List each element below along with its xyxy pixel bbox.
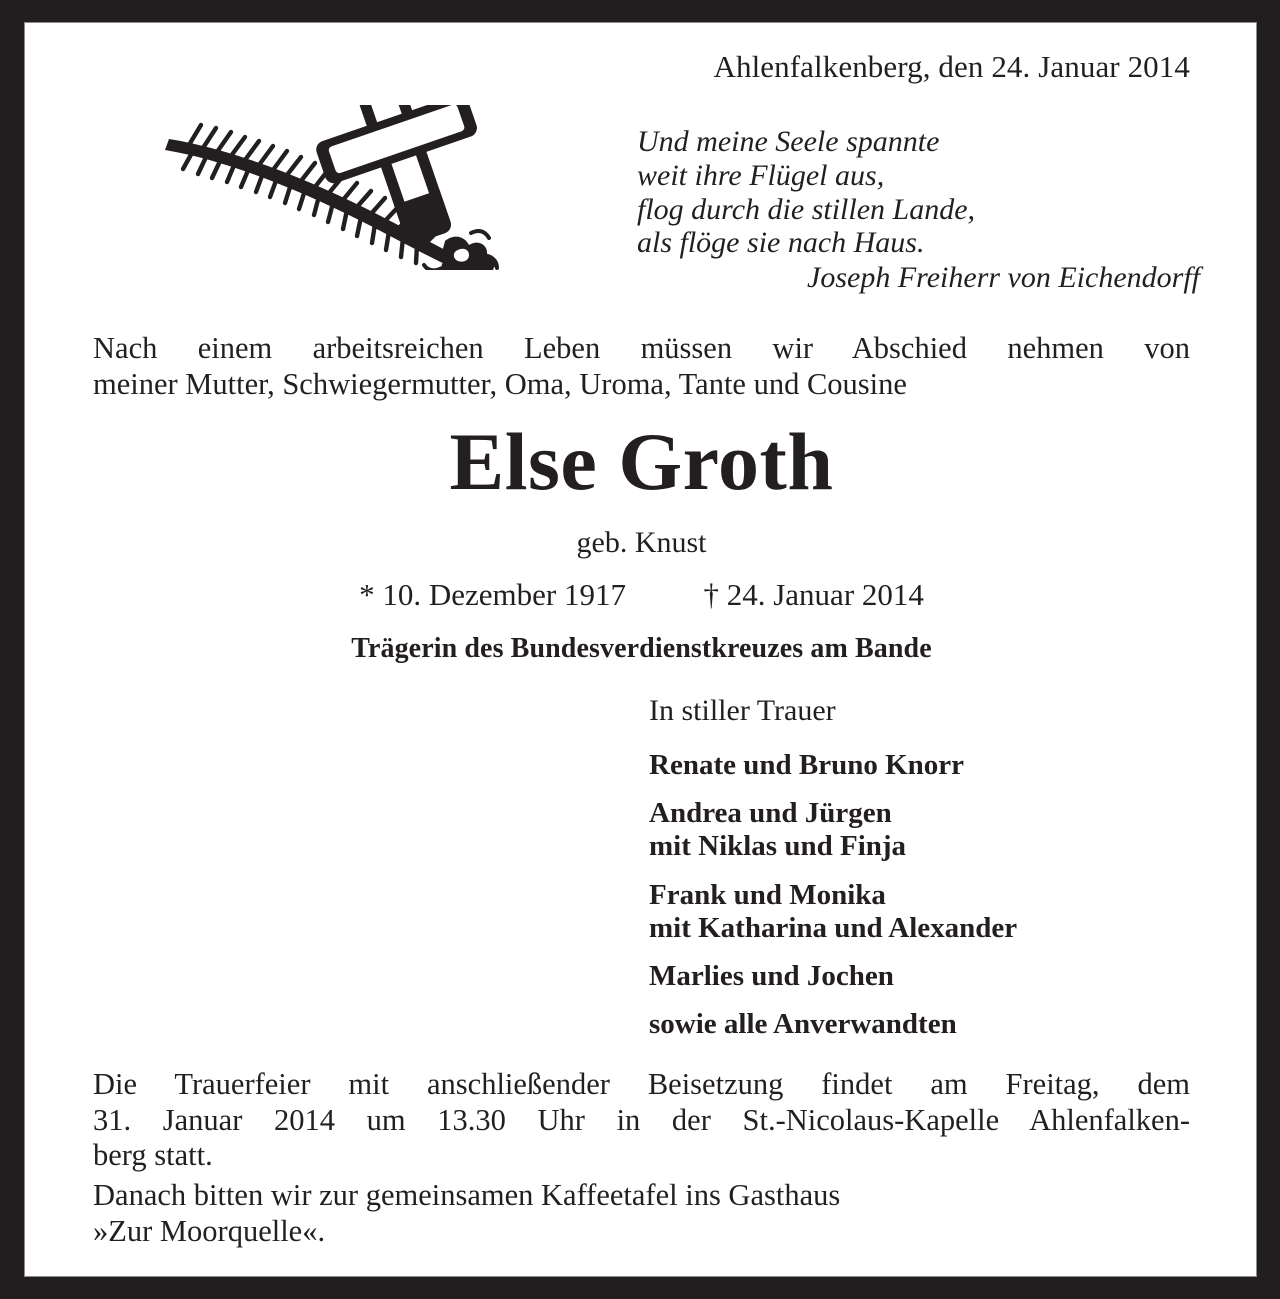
birth-symbol: * <box>359 577 375 612</box>
memorial-verse <box>637 125 1200 295</box>
mourner-children: mit Katharina und Alexander <box>649 911 1018 944</box>
reception-line: »Zur Moorquelle«. <box>93 1213 326 1248</box>
mourner-name: Marlies und Jochen <box>649 960 894 993</box>
mourner-name: Frank und Monika <box>649 878 886 911</box>
cross-with-palm-frond-icon <box>153 105 508 270</box>
mourner-entry <box>649 879 1017 945</box>
dateline: Ahlenfalkenberg, den 24. Januar 2014 <box>713 49 1190 84</box>
mourners-block <box>649 696 1017 1041</box>
verse-attribution: Joseph Freiherr von Eichendorff <box>807 261 1200 294</box>
service-line: berg statt. <box>93 1138 213 1173</box>
intro-line: meiner Mutter, Schwiegermutter, Oma, Uroma, Tante und Cousine <box>93 366 907 401</box>
mourner-name: Andrea und Jürgen <box>649 797 892 830</box>
death-symbol: † <box>703 577 719 612</box>
mourner-children: mit Niklas und Finja <box>649 830 907 863</box>
mourner-entry <box>649 960 1017 993</box>
life-dates <box>93 579 1190 610</box>
notice-content <box>25 23 1256 1276</box>
deceased-name: Else Groth <box>449 416 834 507</box>
honor-line: Trägerin des Bundesverdienstkreuzes am Bande <box>351 633 932 664</box>
mourner-name: Renate und Bruno Knorr <box>649 749 965 781</box>
intro-paragraph <box>93 331 1190 402</box>
birth-date: 10. Dezember 1917 <box>382 577 626 612</box>
mourner-name: sowie alle Anverwandten <box>649 1008 957 1041</box>
intro-line: Nach einem arbeitsreichen Leben müssen wir Abschied nehmen von <box>93 331 1190 365</box>
reception-line: Danach bitten wir zur gemeinsamen Kaffeetafel ins Gasthaus <box>93 1178 841 1212</box>
verse-line: weit ihre Flügel aus, <box>637 158 885 192</box>
maiden-name: geb. Knust <box>576 526 707 559</box>
deceased-block <box>93 416 1190 664</box>
verse-line: als flöge sie nach Haus. <box>637 226 925 260</box>
reception-details <box>93 1178 1190 1249</box>
mourner-entry <box>649 797 1017 863</box>
service-line: 31. Januar 2014 um 13.30 Uhr in der St.-Nicolaus-Kapelle Ahlenfalken- <box>93 1102 1190 1137</box>
verse-line: Und meine Seele spannte <box>637 125 940 158</box>
mourners-heading: In stiller Trauer <box>649 694 836 727</box>
service-line: Die Trauerfeier mit anschließender Beisetzung findet am Freitag, dem <box>93 1067 1190 1101</box>
mourner-entry <box>649 1008 1017 1041</box>
death-date: 24. Januar 2014 <box>726 577 924 612</box>
mourner-entry <box>649 749 1017 782</box>
service-details <box>93 1067 1190 1174</box>
verse-line: flog durch die stillen Lande, <box>637 192 976 226</box>
notice-card <box>24 22 1257 1277</box>
